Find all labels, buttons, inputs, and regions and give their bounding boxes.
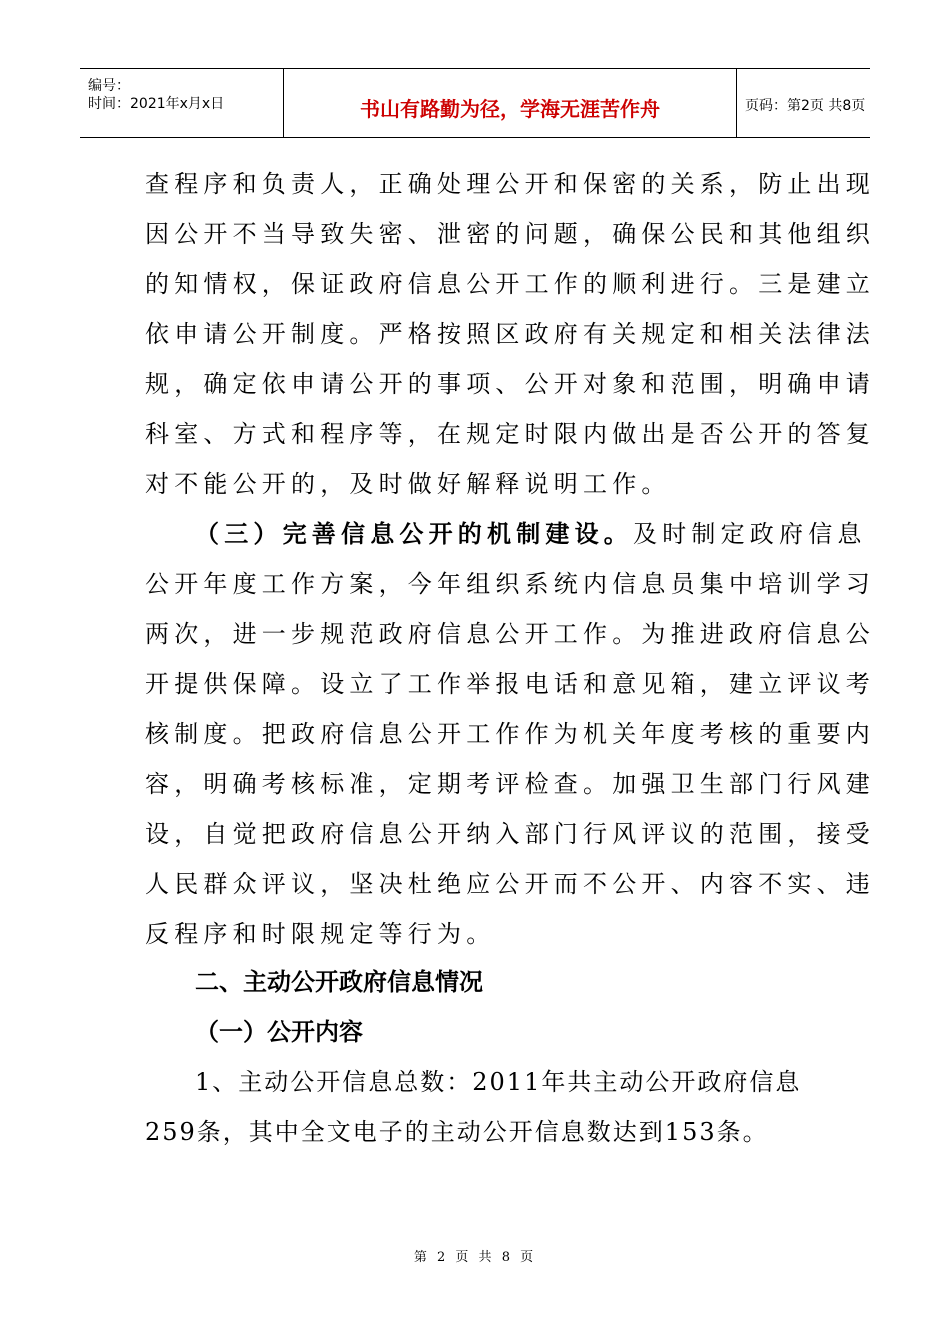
item-line: 259条，其中全文电子的主动公开信息数达到153条。 bbox=[145, 1118, 769, 1146]
body-line: 容，明确考核标准，定期考评检查。加强卫生部门行风建 bbox=[145, 770, 875, 798]
page-footer: 第 2 页 共 8 页 bbox=[413, 1250, 537, 1265]
time-label: 时间：2021年x月x日 bbox=[88, 96, 225, 112]
body-line: 因公开不当导致失密、泄密的问题，确保公民和其他组织 bbox=[145, 220, 875, 248]
section-heading: 二、主动公开政府信息情况 bbox=[195, 968, 483, 996]
body-line: 的知情权，保证政府信息公开工作的顺利进行。三是建立 bbox=[145, 270, 875, 298]
body-line: 人民群众评议，坚决杜绝应公开而不公开、内容不实、违 bbox=[145, 870, 875, 898]
body-line: 依申请公开制度。严格按照区政府有关规定和相关法律法 bbox=[145, 320, 875, 348]
page-label: 页码：第2页 共8页 bbox=[745, 98, 866, 114]
header-meta-cell bbox=[80, 69, 284, 137]
body-line: 核制度。把政府信息公开工作作为机关年度考核的重要内 bbox=[145, 720, 875, 748]
number-label: 编号： bbox=[88, 78, 130, 94]
body-line: 科室、方式和程序等，在规定时限内做出是否公开的答复 bbox=[145, 420, 875, 448]
sub-heading: （一）公开内容 bbox=[195, 1018, 363, 1046]
body-line: 反程序和时限规定等行为。 bbox=[145, 920, 496, 948]
body-line: 公开年度工作方案，今年组织系统内信息员集中培训学习 bbox=[145, 570, 875, 598]
body-line: 对不能公开的，及时做好解释说明工作。 bbox=[145, 470, 671, 498]
body-line: 两次，进一步规范政府信息公开工作。为推进政府信息公 bbox=[145, 620, 875, 648]
document-header bbox=[80, 68, 870, 138]
paragraph-start bbox=[195, 518, 867, 550]
header-motto-cell bbox=[284, 69, 737, 137]
header-page-cell bbox=[737, 69, 870, 137]
body-line: 查程序和负责人，正确处理公开和保密的关系，防止出现 bbox=[145, 170, 875, 198]
paragraph-bold-heading: （三）完善信息公开的机制建设。 bbox=[195, 520, 633, 548]
paragraph-text: 及时制定政府信息 bbox=[633, 520, 867, 548]
body-line: 规，确定依申请公开的事项、公开对象和范围，明确申请 bbox=[145, 370, 875, 398]
item-line: 1、主动公开信息总数：2011年共主动公开政府信息 bbox=[195, 1068, 802, 1096]
body-line: 开提供保障。设立了工作举报电话和意见箱，建立评议考 bbox=[145, 670, 875, 698]
body-line: 设，自觉把政府信息公开纳入部门行风评议的范围，接受 bbox=[145, 820, 875, 848]
motto-text: 书山有路勤为径，学海无涯苦作舟 bbox=[360, 97, 660, 121]
